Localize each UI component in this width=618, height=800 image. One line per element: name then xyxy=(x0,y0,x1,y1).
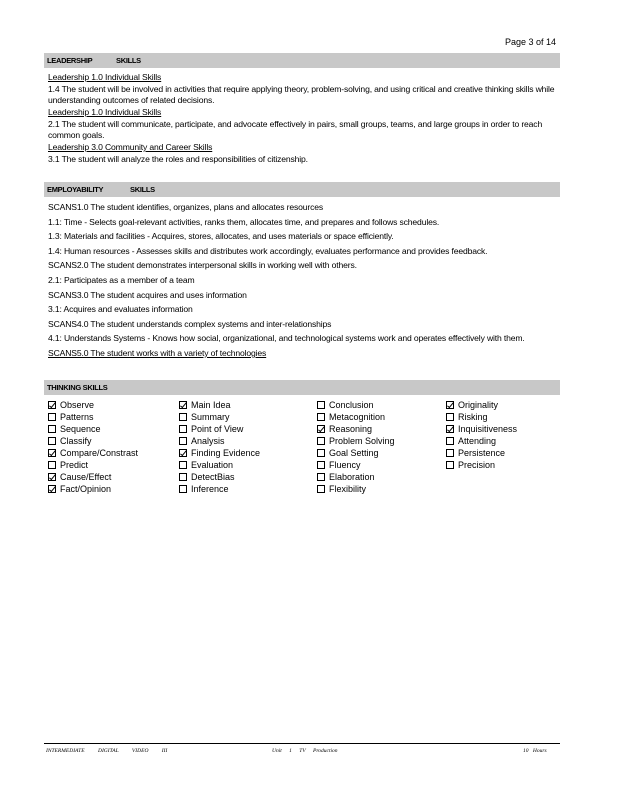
unchecked-checkbox[interactable] xyxy=(48,437,56,445)
thinking-skill-item xyxy=(317,423,395,435)
thinking-skill-label: Analysis xyxy=(191,436,225,446)
thinking-skill-item xyxy=(446,447,517,459)
leadership-header xyxy=(44,53,560,68)
unchecked-checkbox[interactable] xyxy=(48,425,56,433)
unchecked-checkbox[interactable] xyxy=(317,437,325,445)
thinking-skill-item xyxy=(179,399,260,411)
checked-checkbox[interactable] xyxy=(179,401,187,409)
thinking-skill-label: Main Idea xyxy=(191,400,231,410)
thinking-skill-item xyxy=(48,483,138,495)
standard-text: 1.4: Human resources - Assesses skills and distributes work accordingly, evaluates performance and provides feedback. xyxy=(48,245,488,256)
footer-rule xyxy=(44,743,560,744)
thinking-skills-column xyxy=(48,399,138,495)
thinking-skill-item xyxy=(317,411,395,423)
thinking-skill-label: Elaboration xyxy=(329,472,375,482)
checked-checkbox[interactable] xyxy=(179,449,187,457)
standard-text: 3.1: Acquires and evaluates information xyxy=(48,304,193,315)
thinking-skill-label: Reasoning xyxy=(329,424,373,434)
unchecked-checkbox[interactable] xyxy=(446,449,454,457)
checked-checkbox[interactable] xyxy=(48,449,56,457)
thinking-skill-item xyxy=(179,435,260,447)
standard-text: 1.3: Materials and facilities - Acquires, stores, allocates, and uses materials or space efficiently. xyxy=(48,231,394,242)
unchecked-checkbox[interactable] xyxy=(179,485,187,493)
thinking-skill-item xyxy=(317,447,395,459)
thinking-skill-item xyxy=(48,423,138,435)
unchecked-checkbox[interactable] xyxy=(317,485,325,493)
leadership-header-label: LEADERSHIP xyxy=(47,56,93,65)
unchecked-checkbox[interactable] xyxy=(317,461,325,469)
thinking-skill-item xyxy=(446,411,517,423)
unchecked-checkbox[interactable] xyxy=(179,461,187,469)
unchecked-checkbox[interactable] xyxy=(446,461,454,469)
thinking-skill-item xyxy=(446,435,517,447)
thinking-skill-item xyxy=(179,483,260,495)
thinking-skill-label: Goal Setting xyxy=(329,448,379,458)
thinking-skill-item xyxy=(179,447,260,459)
unchecked-checkbox[interactable] xyxy=(446,437,454,445)
thinking-skill-label: Originality xyxy=(458,400,499,410)
unchecked-checkbox[interactable] xyxy=(179,473,187,481)
unchecked-checkbox[interactable] xyxy=(48,461,56,469)
standard-text: 2.1 The student will communicate, participate, and advocate effectively in pairs, small groups, teams, and large groups in order to reach common goals. xyxy=(48,119,543,140)
unchecked-checkbox[interactable] xyxy=(179,413,187,421)
standard-text: 1.1: Time - Selects goal-relevant activities, ranks them, allocates time, and prepares and follows schedules. xyxy=(48,216,440,227)
checked-checkbox[interactable] xyxy=(48,473,56,481)
thinking-skill-item xyxy=(317,483,395,495)
checked-checkbox[interactable] xyxy=(446,425,454,433)
thinking-skill-label: Flexibility xyxy=(329,484,367,494)
thinking-skills-column xyxy=(317,399,395,495)
thinking-skills-column xyxy=(446,399,517,471)
footer-hours: 10 Hours xyxy=(523,748,547,754)
thinking-skill-label: Fact/Opinion xyxy=(60,484,112,494)
page-number: Page 3 of 14 xyxy=(504,37,556,47)
section-subheading: SCANS5.0 The student works with a variety of technologies xyxy=(48,347,267,358)
thinking-skill-label: Patterns xyxy=(60,412,94,422)
thinking-skill-item xyxy=(446,399,517,411)
thinking-skills-header-label: THINKING SKILLS xyxy=(47,383,108,392)
thinking-skill-label: Metacognition xyxy=(329,412,386,422)
thinking-skill-label: Observe xyxy=(60,400,95,410)
thinking-skill-item xyxy=(48,411,138,423)
thinking-skill-item xyxy=(48,471,138,483)
thinking-skill-label: Classify xyxy=(60,436,92,446)
section-subheading: Leadership 1.0 Individual Skills xyxy=(48,72,162,82)
thinking-skill-label: Predict xyxy=(60,460,89,470)
unchecked-checkbox[interactable] xyxy=(317,473,325,481)
unchecked-checkbox[interactable] xyxy=(317,449,325,457)
standard-text: 3.1 The student will analyze the roles and responsibilities of citizenship. xyxy=(48,154,308,164)
leadership-header-skills: SKILLS xyxy=(116,56,141,65)
unchecked-checkbox[interactable] xyxy=(317,401,325,409)
checked-checkbox[interactable] xyxy=(317,425,325,433)
thinking-skill-label: Inference xyxy=(191,484,229,494)
thinking-skill-label: Conclusion xyxy=(329,400,374,410)
thinking-skill-label: Sequence xyxy=(60,424,101,434)
employability-header xyxy=(44,182,560,197)
thinking-skill-label: Evaluation xyxy=(191,460,234,470)
checked-checkbox[interactable] xyxy=(48,401,56,409)
standard-text: SCANS3.0 The student acquires and uses information xyxy=(48,289,247,300)
thinking-skill-item xyxy=(317,435,395,447)
employability-header-label: EMPLOYABILITY xyxy=(47,185,104,194)
thinking-skill-item xyxy=(446,459,517,471)
section-subheading: Leadership 3.0 Community and Career Skills xyxy=(48,142,213,152)
checked-checkbox[interactable] xyxy=(446,401,454,409)
thinking-skill-label: Inquisitiveness xyxy=(458,424,518,434)
thinking-skill-label: Cause/Effect xyxy=(60,472,112,482)
thinking-skill-label: Persistence xyxy=(458,448,506,458)
standard-text: 4.1: Understands Systems - Knows how social, organizational, and technological systems work and operates effectively with them. xyxy=(48,333,525,344)
standard-text: SCANS4.0 The student understands complex systems and inter-relationships xyxy=(48,318,332,329)
thinking-skill-item xyxy=(317,459,395,471)
footer-unit: Unit 1 TV Production xyxy=(272,748,338,754)
thinking-skill-label: Finding Evidence xyxy=(191,448,261,458)
thinking-skill-label: Summary xyxy=(191,412,230,422)
thinking-skill-item xyxy=(179,423,260,435)
thinking-skill-label: Point of View xyxy=(191,424,244,434)
thinking-skill-label: Attending xyxy=(458,436,497,446)
standard-text: 1.4 The student will be involved in activities that require applying theory, problem-solving, and using critical and creative thinking skills while understanding outcomes of related decisions. xyxy=(48,84,555,105)
employability-header-skills: SKILLS xyxy=(130,185,155,194)
thinking-skills-header xyxy=(44,380,560,395)
thinking-skill-label: DetectBias xyxy=(191,472,235,482)
thinking-skill-item xyxy=(179,459,260,471)
thinking-skill-item xyxy=(48,399,138,411)
thinking-skill-item xyxy=(48,447,138,459)
thinking-skill-item xyxy=(317,399,395,411)
thinking-skill-item xyxy=(446,423,517,435)
thinking-skill-item xyxy=(179,411,260,423)
thinking-skill-label: Problem Solving xyxy=(329,436,395,446)
thinking-skill-item xyxy=(48,435,138,447)
checked-checkbox[interactable] xyxy=(48,485,56,493)
unchecked-checkbox[interactable] xyxy=(446,413,454,421)
thinking-skill-label: Compare/Constrast xyxy=(60,448,139,458)
thinking-skills-column xyxy=(179,399,260,495)
footer-course: INTERMEDIATE DIGITAL VIDEO III xyxy=(46,748,168,754)
standard-text: SCANS1.0 The student identifies, organizes, plans and allocates resources xyxy=(48,202,324,212)
standard-text: SCANS2.0 The student demonstrates interpersonal skills in working well with others. xyxy=(48,260,357,271)
thinking-skill-label: Risking xyxy=(458,412,488,422)
thinking-skill-item xyxy=(317,471,395,483)
leadership-body xyxy=(48,72,562,166)
thinking-skill-item xyxy=(179,471,260,483)
unchecked-checkbox[interactable] xyxy=(179,425,187,433)
employability-body xyxy=(48,202,562,363)
section-subheading: Leadership 1.0 Individual Skills xyxy=(48,107,162,117)
thinking-skill-label: Precision xyxy=(458,460,496,470)
thinking-skill-item xyxy=(48,459,138,471)
unchecked-checkbox[interactable] xyxy=(317,413,325,421)
unchecked-checkbox[interactable] xyxy=(48,413,56,421)
standard-text: 2.1: Participates as a member of a team xyxy=(48,274,195,285)
unchecked-checkbox[interactable] xyxy=(179,437,187,445)
thinking-skill-label: Fluency xyxy=(329,460,361,470)
